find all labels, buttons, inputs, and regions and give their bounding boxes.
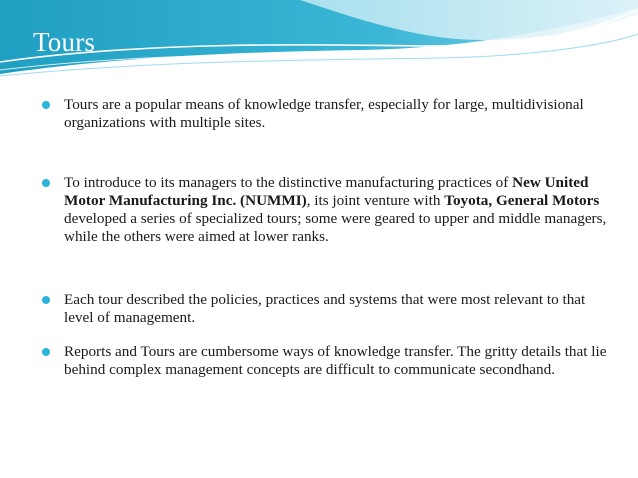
bullet-item <box>42 174 607 246</box>
bullet-list <box>42 96 607 379</box>
slide-title: Tours <box>33 27 96 57</box>
bullet-item <box>42 291 607 327</box>
bullet-text-part: To introduce to its managers to the distinctive manufacturing practices of <box>64 174 513 191</box>
header-wave-decoration <box>0 0 638 80</box>
bullet-bold-nummi: New United Motor Manufacturing Inc. (NUMMI) <box>64 174 589 209</box>
bullet-text-part: , its joint venture with <box>306 192 445 209</box>
bullet-text: Tours are a popular means of knowledge transfer, especially for large, multidivisional organizations with multiple sites. <box>64 96 584 131</box>
bullet-item <box>42 343 607 379</box>
bullet-bold-toyota-gm: Toyota, General Motors <box>444 192 600 209</box>
bullet-text: Each tour described the policies, practices and systems that were most relevant to that level of management. <box>64 291 586 326</box>
bullet-text-part: developed a series of specialized tours; some were geared to upper and middle managers, while the others were aimed at lower ranks. <box>64 210 607 245</box>
bullet-text: Reports and Tours are cumbersome ways of knowledge transfer. The gritty details that lie behind complex management concepts are difficult to communicate secondhand. <box>64 343 607 378</box>
bullet-item <box>42 96 607 132</box>
